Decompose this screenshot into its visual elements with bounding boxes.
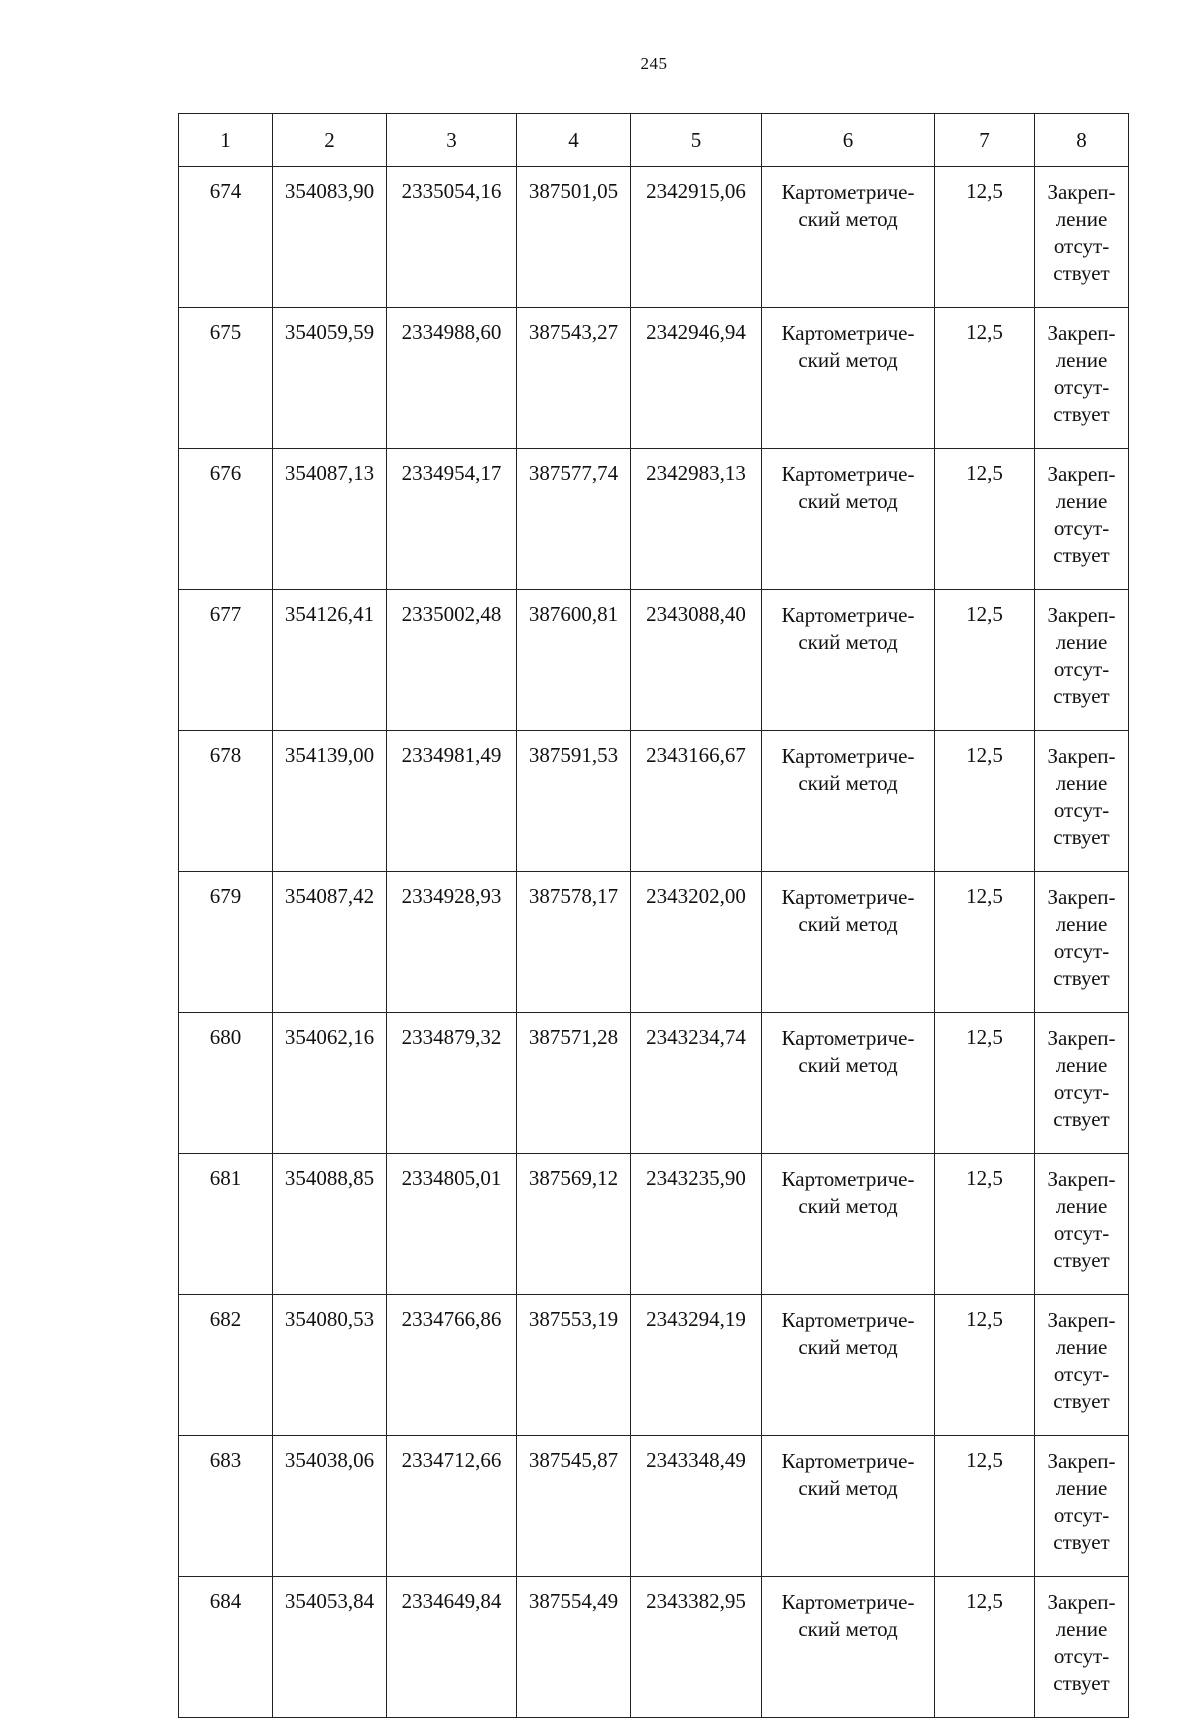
coordinate-cell: 2335054,16 — [387, 167, 517, 308]
coordinate-cell: 387569,12 — [517, 1154, 631, 1295]
point-number-cell: 684 — [179, 1577, 273, 1718]
coordinate-cell: 2334928,93 — [387, 872, 517, 1013]
fixing-text-line: ствует — [1053, 402, 1110, 426]
coordinate-cell: 2343166,67 — [631, 731, 762, 872]
fixing-text-line: Закреп- — [1047, 885, 1116, 909]
fixing-text-line: Закреп- — [1047, 1026, 1116, 1050]
fixing-text-line: Закреп- — [1047, 1590, 1116, 1614]
method-text-line: Картометриче- — [781, 1167, 915, 1191]
column-header: 6 — [762, 114, 935, 167]
fixing-text-line: отсут- — [1053, 1221, 1110, 1245]
coordinate-cell: 2343234,74 — [631, 1013, 762, 1154]
fixing-text-line: ствует — [1053, 1107, 1110, 1131]
table-row — [179, 872, 1129, 1013]
accuracy-cell: 12,5 — [935, 1577, 1035, 1718]
fixing-text-line: ствует — [1053, 1248, 1110, 1272]
method-text-line: ский метод — [798, 348, 898, 372]
fixing-text-line: ление — [1055, 348, 1108, 372]
column-header: 2 — [273, 114, 387, 167]
method-text-line: ский метод — [798, 1617, 898, 1641]
fixing-text-line: Закреп- — [1047, 1167, 1116, 1191]
method-text-line: Картометриче- — [781, 180, 915, 204]
point-number-cell: 680 — [179, 1013, 273, 1154]
coordinate-cell: 354053,84 — [273, 1577, 387, 1718]
accuracy-cell: 12,5 — [935, 1436, 1035, 1577]
accuracy-cell: 12,5 — [935, 872, 1035, 1013]
accuracy-cell: 12,5 — [935, 590, 1035, 731]
fixing-text-line: отсут- — [1053, 1644, 1110, 1668]
fixing-text-line: ление — [1055, 1194, 1108, 1218]
fixing-text-line: ствует — [1053, 1671, 1110, 1695]
coordinate-cell: 2334649,84 — [387, 1577, 517, 1718]
accuracy-cell: 12,5 — [935, 1295, 1035, 1436]
fixing-text-line: Закреп- — [1047, 744, 1116, 768]
coordinate-cell: 2343348,49 — [631, 1436, 762, 1577]
method-cell — [762, 1154, 935, 1295]
point-number-cell: 682 — [179, 1295, 273, 1436]
fixing-cell — [1035, 872, 1129, 1013]
point-number-cell: 683 — [179, 1436, 273, 1577]
coordinate-cell: 2334981,49 — [387, 731, 517, 872]
accuracy-cell: 12,5 — [935, 167, 1035, 308]
fixing-cell — [1035, 1436, 1129, 1577]
point-number-cell: 675 — [179, 308, 273, 449]
coordinate-cell: 387591,53 — [517, 731, 631, 872]
method-cell — [762, 1295, 935, 1436]
method-text-line: Картометриче- — [781, 321, 915, 345]
fixing-text-line: ствует — [1053, 825, 1110, 849]
method-cell — [762, 1013, 935, 1154]
fixing-text-line: Закреп- — [1047, 1449, 1116, 1473]
coordinate-cell: 387600,81 — [517, 590, 631, 731]
coordinate-cell: 2343202,00 — [631, 872, 762, 1013]
fixing-text-line: Закреп- — [1047, 603, 1116, 627]
coordinate-cell: 387553,19 — [517, 1295, 631, 1436]
method-text-line: ский метод — [798, 1476, 898, 1500]
fixing-text-line: ление — [1055, 771, 1108, 795]
method-text-line: ский метод — [798, 1335, 898, 1359]
fixing-text-line: Закреп- — [1047, 1308, 1116, 1332]
coordinate-cell: 2334988,60 — [387, 308, 517, 449]
column-header: 4 — [517, 114, 631, 167]
point-number-cell: 674 — [179, 167, 273, 308]
fixing-text-line: отсут- — [1053, 516, 1110, 540]
fixing-text-line: ление — [1055, 1053, 1108, 1077]
coordinate-cell: 387577,74 — [517, 449, 631, 590]
coordinate-cell: 2342946,94 — [631, 308, 762, 449]
coordinate-cell: 354059,59 — [273, 308, 387, 449]
coordinate-cell: 387554,49 — [517, 1577, 631, 1718]
fixing-text-line: ление — [1055, 489, 1108, 513]
coordinate-cell: 354038,06 — [273, 1436, 387, 1577]
fixing-text-line: отсут- — [1053, 1362, 1110, 1386]
method-text-line: ский метод — [798, 771, 898, 795]
coordinate-cell: 354083,90 — [273, 167, 387, 308]
method-text-line: Картометриче- — [781, 744, 915, 768]
fixing-text-line: ствует — [1053, 261, 1110, 285]
method-cell — [762, 167, 935, 308]
coordinate-cell: 2343294,19 — [631, 1295, 762, 1436]
fixing-text-line: отсут- — [1053, 939, 1110, 963]
column-header: 8 — [1035, 114, 1129, 167]
method-text-line: Картометриче- — [781, 603, 915, 627]
method-text-line: Картометриче- — [781, 462, 915, 486]
point-number-cell: 678 — [179, 731, 273, 872]
coordinate-cell: 387545,87 — [517, 1436, 631, 1577]
method-text-line: Картометриче- — [781, 885, 915, 909]
table-row — [179, 167, 1129, 308]
method-cell — [762, 872, 935, 1013]
column-header: 1 — [179, 114, 273, 167]
coordinate-cell: 2334805,01 — [387, 1154, 517, 1295]
method-text-line: ский метод — [798, 1194, 898, 1218]
fixing-text-line: Закреп- — [1047, 180, 1116, 204]
accuracy-cell: 12,5 — [935, 1013, 1035, 1154]
table-row — [179, 308, 1129, 449]
method-cell — [762, 449, 935, 590]
coordinate-cell: 387571,28 — [517, 1013, 631, 1154]
fixing-cell — [1035, 308, 1129, 449]
page-number-text: 245 — [640, 54, 668, 73]
coordinate-cell: 2343088,40 — [631, 590, 762, 731]
fixing-text-line: отсут- — [1053, 798, 1110, 822]
table-row — [179, 449, 1129, 590]
method-cell — [762, 731, 935, 872]
point-number-cell: 681 — [179, 1154, 273, 1295]
coordinate-cell: 2342915,06 — [631, 167, 762, 308]
column-header: 7 — [935, 114, 1035, 167]
coordinate-cell: 387501,05 — [517, 167, 631, 308]
coordinate-cell: 354087,13 — [273, 449, 387, 590]
coordinate-cell: 354080,53 — [273, 1295, 387, 1436]
table-header-row — [179, 114, 1129, 167]
fixing-text-line: ствует — [1053, 966, 1110, 990]
fixing-cell — [1035, 590, 1129, 731]
accuracy-cell: 12,5 — [935, 1154, 1035, 1295]
table-row — [179, 1436, 1129, 1577]
method-cell — [762, 1436, 935, 1577]
table-row — [179, 1154, 1129, 1295]
fixing-cell — [1035, 449, 1129, 590]
column-header: 5 — [631, 114, 762, 167]
fixing-text-line: ление — [1055, 1617, 1108, 1641]
fixing-cell — [1035, 1295, 1129, 1436]
point-number-cell: 677 — [179, 590, 273, 731]
coordinate-cell: 2342983,13 — [631, 449, 762, 590]
fixing-text-line: ление — [1055, 207, 1108, 231]
fixing-text-line: ление — [1055, 1335, 1108, 1359]
page-number — [0, 54, 1200, 74]
coordinate-cell: 354139,00 — [273, 731, 387, 872]
method-cell — [762, 590, 935, 731]
method-text-line: ский метод — [798, 207, 898, 231]
fixing-text-line: Закреп- — [1047, 462, 1116, 486]
fixing-text-line: отсут- — [1053, 657, 1110, 681]
fixing-text-line: ление — [1055, 912, 1108, 936]
coordinate-cell: 2334954,17 — [387, 449, 517, 590]
fixing-text-line: ление — [1055, 1476, 1108, 1500]
accuracy-cell: 12,5 — [935, 449, 1035, 590]
coordinate-cell: 2334879,32 — [387, 1013, 517, 1154]
method-text-line: Картометриче- — [781, 1590, 915, 1614]
coordinate-cell: 2334712,66 — [387, 1436, 517, 1577]
method-text-line: Картометриче- — [781, 1449, 915, 1473]
fixing-text-line: отсут- — [1053, 1080, 1110, 1104]
method-text-line: ский метод — [798, 489, 898, 513]
accuracy-cell: 12,5 — [935, 731, 1035, 872]
coordinate-cell: 354087,42 — [273, 872, 387, 1013]
coordinate-cell: 2334766,86 — [387, 1295, 517, 1436]
accuracy-cell: 12,5 — [935, 308, 1035, 449]
method-text-line: ский метод — [798, 1053, 898, 1077]
table-row — [179, 1013, 1129, 1154]
fixing-text-line: ствует — [1053, 1389, 1110, 1413]
fixing-cell — [1035, 1154, 1129, 1295]
fixing-text-line: ствует — [1053, 543, 1110, 567]
method-text-line: ский метод — [798, 912, 898, 936]
table-row — [179, 1577, 1129, 1718]
fixing-cell — [1035, 1577, 1129, 1718]
table-row — [179, 590, 1129, 731]
coordinate-cell: 387578,17 — [517, 872, 631, 1013]
method-text-line: Картометриче- — [781, 1308, 915, 1332]
method-text-line: ский метод — [798, 630, 898, 654]
column-header: 3 — [387, 114, 517, 167]
point-number-cell: 679 — [179, 872, 273, 1013]
point-number-cell: 676 — [179, 449, 273, 590]
method-cell — [762, 1577, 935, 1718]
table-row — [179, 731, 1129, 872]
fixing-cell — [1035, 1013, 1129, 1154]
fixing-text-line: ление — [1055, 630, 1108, 654]
method-text-line: Картометриче- — [781, 1026, 915, 1050]
fixing-cell — [1035, 167, 1129, 308]
fixing-text-line: отсут- — [1053, 234, 1110, 258]
coordinate-cell: 2343382,95 — [631, 1577, 762, 1718]
fixing-text-line: ствует — [1053, 684, 1110, 708]
fixing-text-line: отсут- — [1053, 375, 1110, 399]
coordinates-table — [178, 113, 1129, 1718]
coordinate-cell: 354126,41 — [273, 590, 387, 731]
coordinate-cell: 2343235,90 — [631, 1154, 762, 1295]
fixing-cell — [1035, 731, 1129, 872]
coordinate-cell: 354062,16 — [273, 1013, 387, 1154]
coordinate-cell: 387543,27 — [517, 308, 631, 449]
fixing-text-line: отсут- — [1053, 1503, 1110, 1527]
fixing-text-line: ствует — [1053, 1530, 1110, 1554]
coordinate-cell: 2335002,48 — [387, 590, 517, 731]
table-row — [179, 1295, 1129, 1436]
fixing-text-line: Закреп- — [1047, 321, 1116, 345]
coordinate-cell: 354088,85 — [273, 1154, 387, 1295]
method-cell — [762, 308, 935, 449]
